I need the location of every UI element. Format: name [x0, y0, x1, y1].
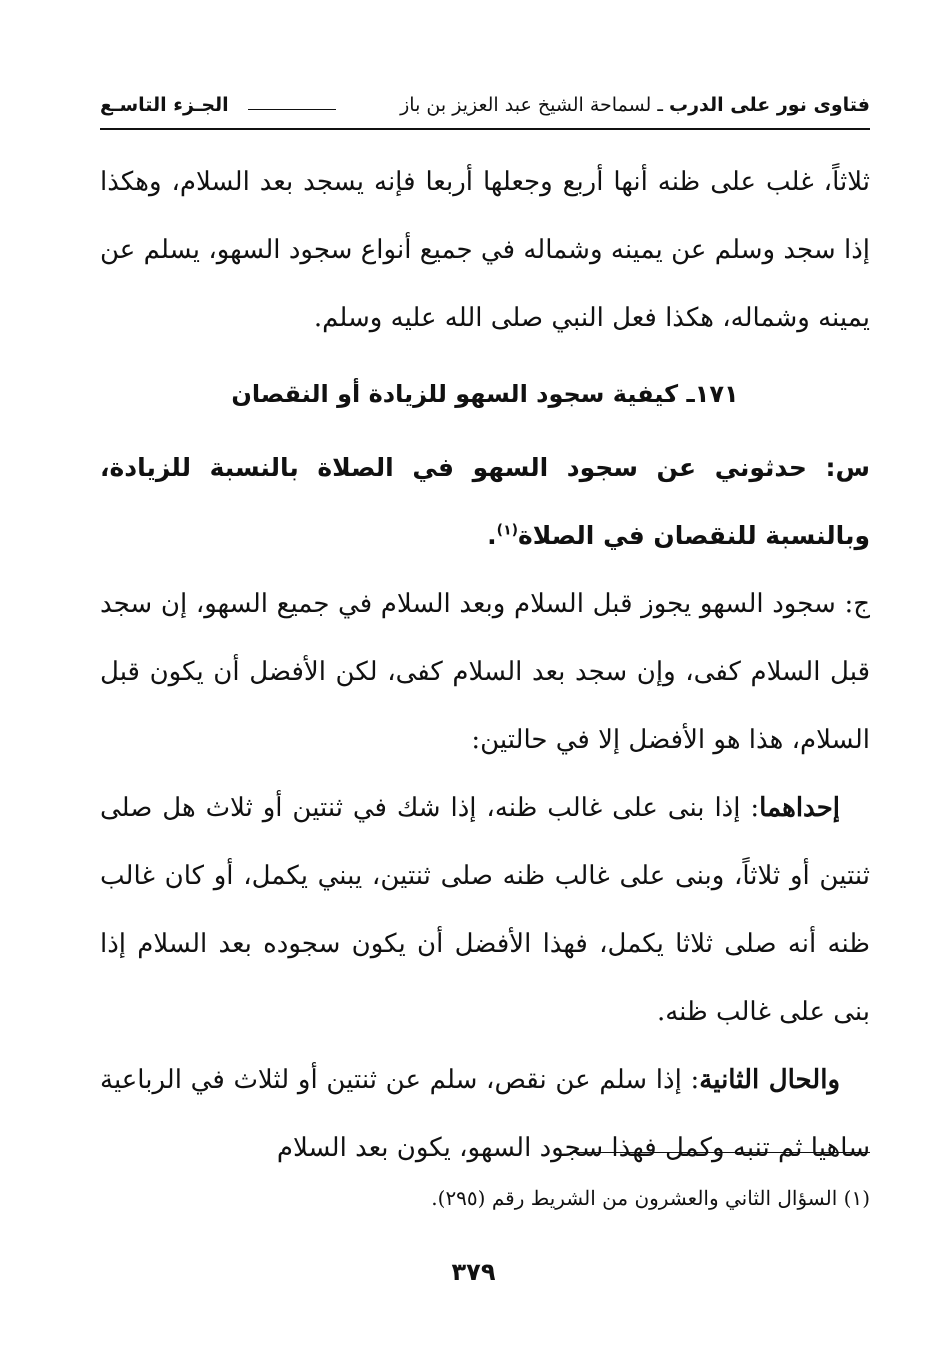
page-body	[100, 148, 870, 1182]
page-number: ٣٧٩	[451, 1258, 496, 1286]
header-dash-line	[248, 109, 336, 110]
section-heading: ١٧١ـ كيفية سجود السهو للزيادة أو النقصان	[231, 380, 739, 408]
question-text: س: حدثوني عن سجود السهو في الصلاة بالنسبة للزيادة، وبالنسبة للنقصان في الصلاة	[100, 453, 870, 550]
case-one-label: إحداهما	[759, 793, 840, 823]
case-two-paragraph	[100, 1046, 870, 1182]
question-paragraph	[100, 434, 870, 570]
header-volume: الجـزء التاسـع	[100, 94, 229, 116]
header-title-author	[400, 94, 870, 116]
case-one-text: : إذا بنى على غالب ظنه، إذا شك في ثنتين أو ثلاث هل صلى ثنتين أو ثلاثاً، وبنى على غالب ظنه صلى ثنتين، يبني يكمل، أو كان غالب ظنه أنه صلى ثلاثا يكمل، فهذا الأفضل أن يكون سجوده بعد السلام إذا بنى على غالب ظنه.	[100, 793, 870, 1027]
intro-paragraph: ثلاثاً، غلب على ظنه أنها أربع وجعلها أربعا فإنه يسجد بعد السلام، وهكذا إذا سجد وسلم عن يمينه وشماله في جميع أنواع سجود السهو، يسلم عن يمينه وشماله، هكذا فعل النبي صلى الله عليه وسلم.	[100, 167, 870, 333]
answer-paragraph: ج: سجود السهو يجوز قبل السلام وبعد السلام في جميع السهو، إن سجد قبل السلام كفى، وإن سجد بعد السلام كفى، لكن الأفضل أن يكون قبل السلام، هذا هو الأفضل إلا في حالتين:	[100, 589, 870, 755]
header-separator: ـ	[657, 94, 663, 116]
header-rule	[100, 128, 870, 130]
footnote-rule	[570, 1152, 870, 1153]
case-two-label: والحال الثانية	[699, 1065, 840, 1095]
footnote-reference: (١)	[496, 522, 519, 539]
header-author: لسماحة الشيخ عبد العزيز بن باز	[400, 94, 652, 116]
case-two-text: : إذا سلم عن نقص، سلم عن ثنتين أو لثلاث في الرباعية ساهيا ثم تنبه وكمل فهذا سجود السهو، يكون بعد السلام	[100, 1065, 870, 1163]
case-one-paragraph	[100, 774, 870, 1046]
footnote: (١) السؤال الثاني والعشرون من الشريط رقم (٢٩٥).	[431, 1186, 870, 1210]
header-book-title: فتاوى نور على الدرب	[669, 94, 870, 116]
running-header	[100, 92, 870, 128]
question-end: .	[487, 521, 497, 550]
